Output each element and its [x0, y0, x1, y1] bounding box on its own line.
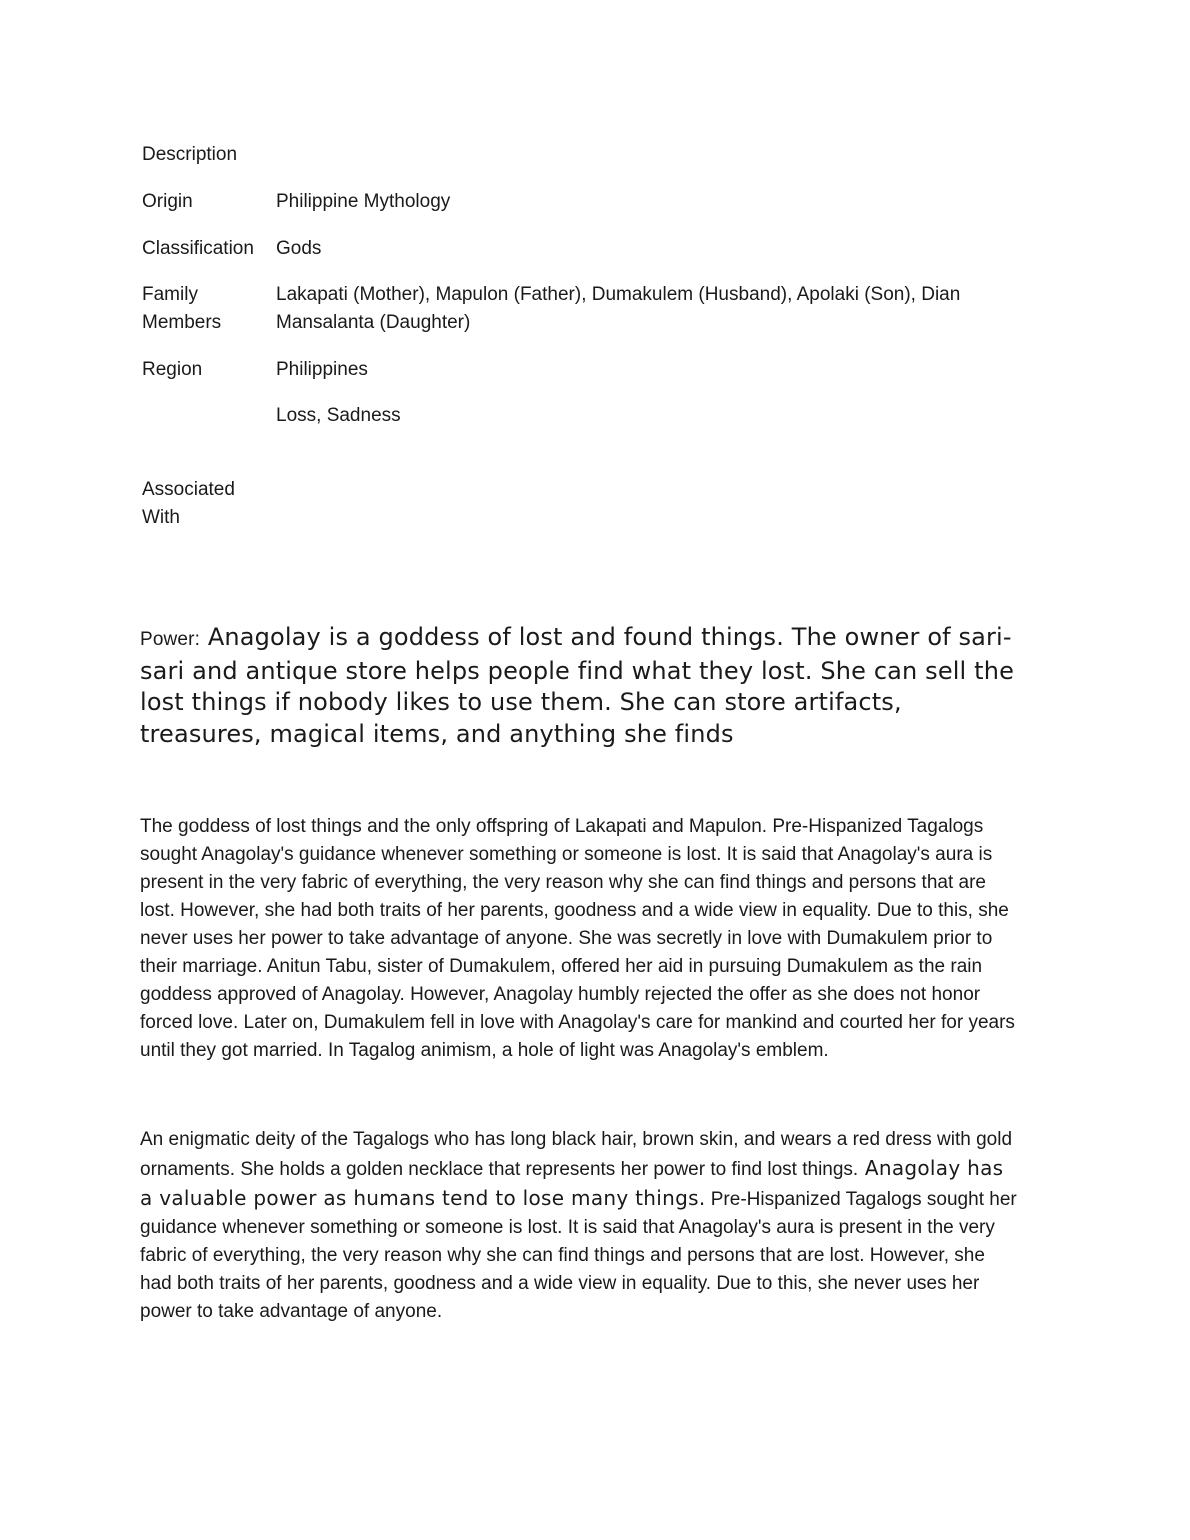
family-label-line1: Family [142, 284, 198, 305]
origin-value: Philippine Mythology [276, 191, 451, 212]
region-value: Philippines [276, 359, 368, 380]
region-label: Region [142, 359, 203, 380]
family-label-line2: Members [142, 312, 222, 333]
description-label: Description [142, 144, 238, 165]
paragraph2-line-4: guidance whenever something or someone is lost. It is said that Anagolay's aura is present in the very [140, 1217, 995, 1238]
power-paragraph [140, 622, 1055, 750]
family-value-line2: Mansalanta (Daughter) [276, 312, 471, 333]
power-line-1 [140, 622, 1055, 656]
classification-value: Gods [276, 238, 322, 259]
origin-label: Origin [142, 191, 193, 212]
paragraph2-line-2-normal: ornaments. She holds a golden necklace that represents her power to find lost things. [140, 1159, 859, 1180]
paragraph1-line: sought Anagolay's guidance whenever something or someone is lost. It is said that Anagolay's aura is [140, 844, 993, 865]
paragraph2-line-3-large: a valuable power as humans tend to lose many things. [140, 1186, 706, 1210]
associated-label-line2: With [142, 507, 180, 528]
description-paragraph-2 [140, 1126, 1052, 1326]
paragraph1-line: forced love. Later on, Dumakulem fell in love with Anagolay's care for mankind and courted her for years [140, 1012, 1015, 1033]
family-members-value [276, 281, 1036, 337]
paragraph2-line-2 [140, 1154, 1052, 1184]
power-label: Power: [140, 629, 201, 650]
classification-label: Classification [142, 238, 254, 259]
paragraph1-line: goddess approved of Anagolay. However, Anagolay humbly rejected the offer as she does not honor [140, 984, 981, 1005]
power-text-1: Anagolay is a goddess of lost and found things. The owner of sari- [200, 623, 1012, 651]
paragraph1-line: until they got married. In Tagalog animism, a hole of light was Anagolay's emblem. [140, 1040, 829, 1061]
paragraph1-line: their marriage. Anitun Tabu, sister of Dumakulem, offered her aid in pursuing Dumakulem as the rain [140, 956, 983, 977]
paragraph2-line-2-large: Anagolay has [858, 1156, 1004, 1180]
paragraph1-line: never uses her power to take advantage of anyone. She was secretly in love with Dumakulem prior to [140, 928, 993, 949]
power-line-2: sari and antique store helps people find what they lost. She can sell the [140, 656, 1014, 685]
associated-with-value: Loss, Sadness [276, 405, 401, 426]
paragraph2-line-7: power to take advantage of anyone. [140, 1301, 443, 1322]
associated-with-label [142, 476, 267, 532]
paragraph2-line-5: fabric of everything, the very reason why she can find things and persons that are lost. However, she [140, 1245, 985, 1266]
paragraph1-line: The goddess of lost things and the only offspring of Lakapati and Mapulon. Pre-Hispanized Tagalogs [140, 816, 984, 837]
paragraph1-line: present in the very fabric of everything, the very reason why she can find things and persons that are [140, 872, 986, 893]
paragraph2-line-1: An enigmatic deity of the Tagalogs who has long black hair, brown skin, and wears a red dress with gold [140, 1129, 1013, 1150]
associated-label-line1: Associated [142, 479, 235, 500]
paragraph2-line-6: had both traits of her parents, goodness and a wide view in equality. Due to this, she never uses her [140, 1273, 980, 1294]
paragraph2-line-3 [140, 1184, 1052, 1214]
description-paragraph-1 [140, 813, 1052, 1065]
power-line-3: lost things if nobody likes to use them. She can store artifacts, [140, 688, 902, 716]
family-value-line1: Lakapati (Mother), Mapulon (Father), Dumakulem (Husband), Apolaki (Son), Dian [276, 284, 961, 305]
family-members-label [142, 281, 267, 337]
paragraph1-line: lost. However, she had both traits of her parents, goodness and a wide view in equality. Due to this, she [140, 900, 1009, 921]
power-line-4: treasures, magical items, and anything she finds [140, 719, 734, 748]
paragraph2-line-3-normal: Pre-Hispanized Tagalogs sought her [705, 1189, 1017, 1210]
